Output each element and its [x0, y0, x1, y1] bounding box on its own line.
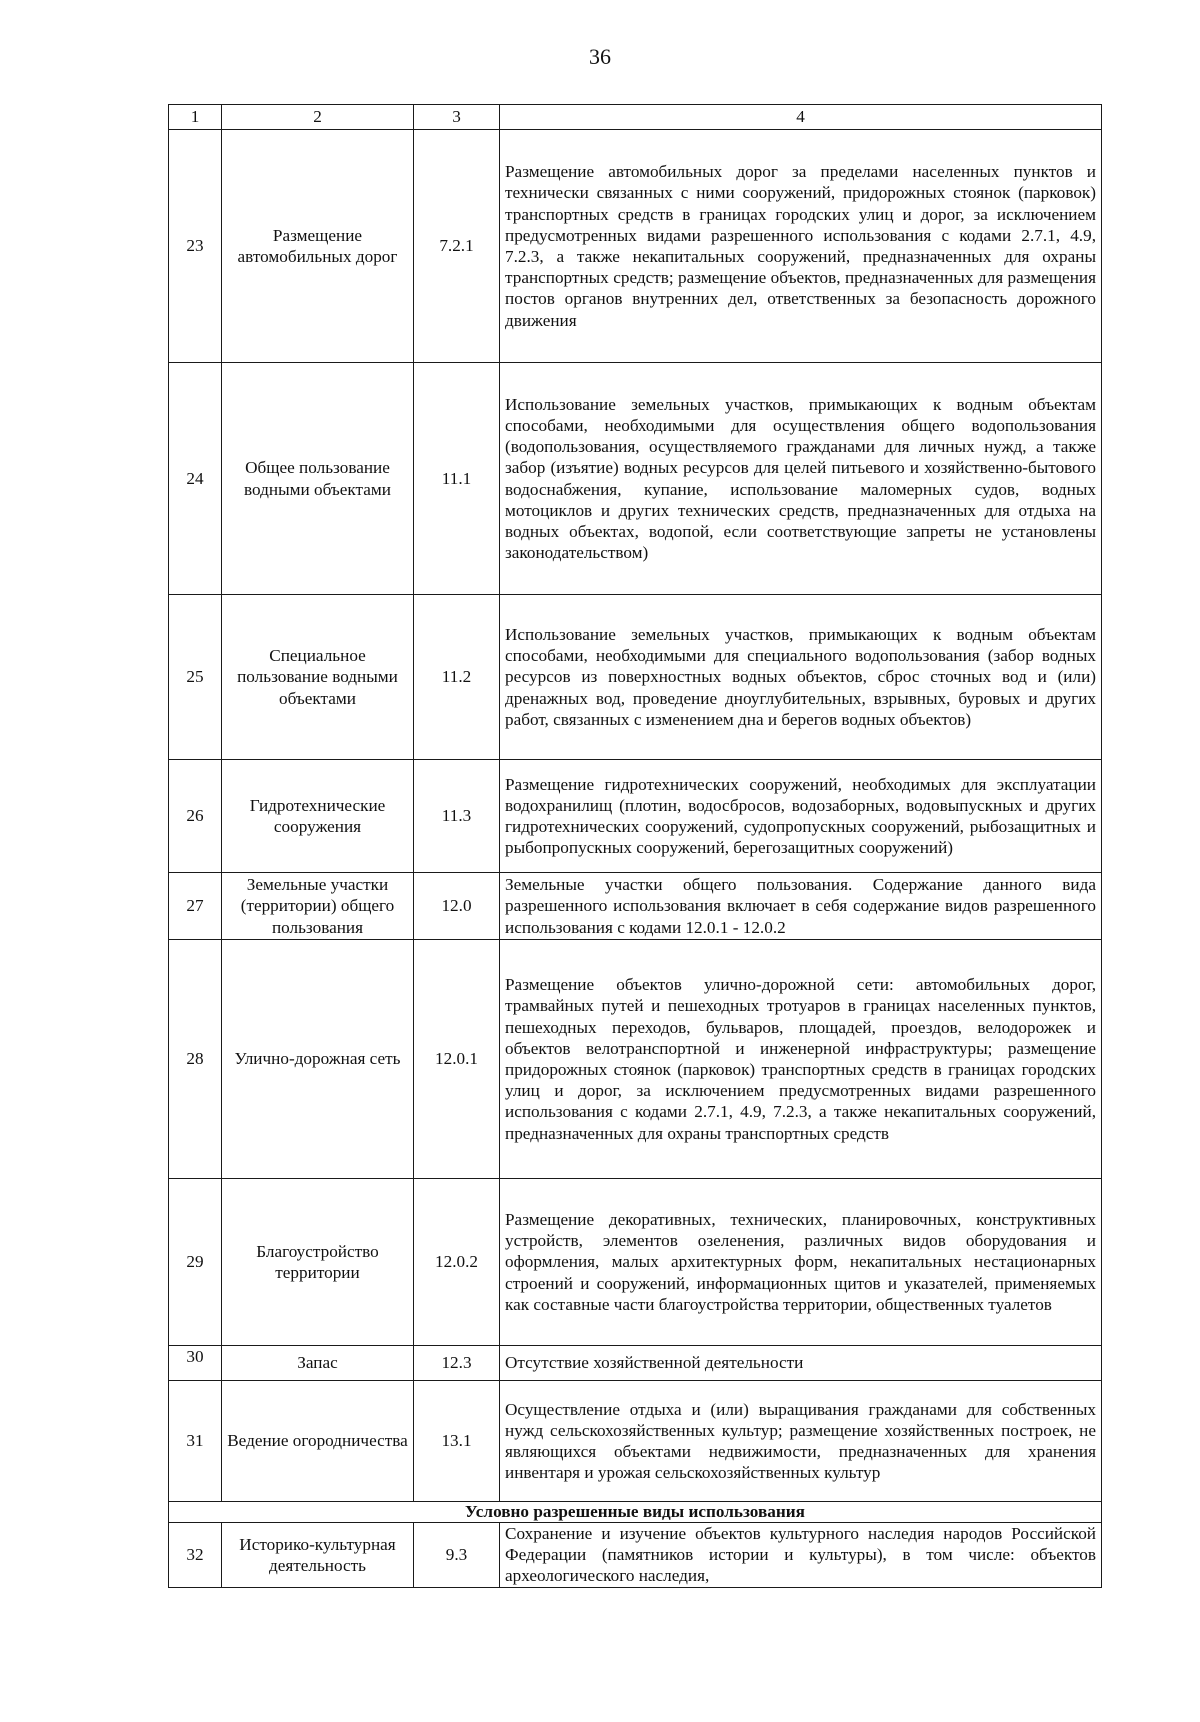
use-type-code: 12.0.1: [414, 940, 500, 1179]
use-type-name: Ведение огородничества: [222, 1381, 414, 1502]
land-use-table: [168, 104, 1102, 1588]
row-number: 31: [169, 1381, 222, 1502]
row-number: 30: [169, 1346, 222, 1381]
use-type-code: 12.0: [414, 873, 500, 940]
use-type-description: Земельные участки общего пользования. Содержание данного вида разрешенного использования включает в себя содержание видов разрешенного использования с кодами 12.0.1 - 12.0.2: [500, 873, 1102, 940]
use-type-description: Размещение автомобильных дорог за пределами населенных пунктов и технически связанных с ними сооружений, придорожных стоянок (парковок) транспортных средств в границах городских улиц и дорог, за исключением предусмотренных видами разрешенного использования с кодами 2.7.1, 4.9, 7.2.3, а также некапитальных сооружений, предназначенных для охраны транспортных средств; размещение объектов, предназначенных для размещения постов органов внутренних дел, ответственных за безопасность дорожного движения: [500, 130, 1102, 363]
use-type-description: Размещение декоративных, технических, планировочных, конструктивных устройств, элементов озеленения, различных видов оборудования и оформления, малых архитектурных форм, некапитальных нестационарных строений и сооружений, информационных щитов и указателей, применяемых как составные части благоустройства территории, общественных туалетов: [500, 1179, 1102, 1346]
table-row: [169, 760, 1102, 873]
use-type-description: Использование земельных участков, примыкающих к водным объектам способами, необходимыми для специального водопользования (забор водных ресурсов из поверхностных водных объектов, сброс сточных вод и (или) дренажных вод, проведение дноуглубительных, взрывных, буровых и других работ, связанных с изменением дна и берегов водных объектов): [500, 595, 1102, 760]
table-row: [169, 363, 1102, 595]
table-header-row: [169, 105, 1102, 130]
table-row: [169, 940, 1102, 1179]
section-title: Условно разрешенные виды использования: [169, 1502, 1102, 1523]
use-type-name: Улично-дорожная сеть: [222, 940, 414, 1179]
row-number: 23: [169, 130, 222, 363]
use-type-name: Размещение автомобильных дорог: [222, 130, 414, 363]
use-type-code: 11.1: [414, 363, 500, 595]
use-type-description: Осуществление отдыха и (или) выращивания гражданами для собственных нужд сельскохозяйственных культур; размещение хозяйственных построек, не являющихся объектами недвижимости, предназначенных для хранения инвентаря и урожая сельскохозяйственных культур: [500, 1381, 1102, 1502]
table-row: [169, 130, 1102, 363]
use-type-code: 13.1: [414, 1381, 500, 1502]
use-type-name: Историко-культурная деятельность: [222, 1523, 414, 1588]
header-cell-2: 2: [222, 105, 414, 130]
use-type-code: 12.3: [414, 1346, 500, 1381]
header-cell-3: 3: [414, 105, 500, 130]
use-type-code: 9.3: [414, 1523, 500, 1588]
table-row: [169, 595, 1102, 760]
row-number: 25: [169, 595, 222, 760]
use-type-name: Земельные участки (территории) общего пользования: [222, 873, 414, 940]
use-type-code: 11.2: [414, 595, 500, 760]
use-type-description: Размещение гидротехнических сооружений, необходимых для эксплуатации водохранилищ (плотин, водосбросов, водозаборных, водовыпускных и других гидротехнических сооружений, судопропускных сооружений, рыбозащитных и рыбопропускных сооружений, берегозащитных сооружений): [500, 760, 1102, 873]
use-type-code: 11.3: [414, 760, 500, 873]
header-cell-4: 4: [500, 105, 1102, 130]
row-number: 28: [169, 940, 222, 1179]
table-row: [169, 1179, 1102, 1346]
use-type-name: Специальное пользование водными объектами: [222, 595, 414, 760]
use-type-name: Благоустройство территории: [222, 1179, 414, 1346]
table-row: [169, 1523, 1102, 1588]
row-number: 29: [169, 1179, 222, 1346]
table-row: [169, 1346, 1102, 1381]
header-cell-1: 1: [169, 105, 222, 130]
row-number: 26: [169, 760, 222, 873]
use-type-name: Запас: [222, 1346, 414, 1381]
use-type-description: Отсутствие хозяйственной деятельности: [500, 1346, 1102, 1381]
use-type-code: 7.2.1: [414, 130, 500, 363]
use-type-name: Гидротехнические сооружения: [222, 760, 414, 873]
table-row: [169, 1381, 1102, 1502]
page-number: 36: [589, 44, 611, 69]
use-type-name: Общее пользование водными объектами: [222, 363, 414, 595]
table-row: [169, 873, 1102, 940]
row-number: 32: [169, 1523, 222, 1588]
use-type-description: Использование земельных участков, примыкающих к водным объектам способами, необходимыми для осуществления общего водопользования (водопользования, осуществляемого гражданами для личных нужд, а также забор (изъятие) водных ресурсов для целей питьевого и хозяйственно-бытового водоснабжения, купание, использование маломерных судов, водных мотоциклов и других технических средств, предназначенных для отдыха на водных объектах, водопой, если соответствующие запреты не установлены законодательством): [500, 363, 1102, 595]
row-number: 27: [169, 873, 222, 940]
section-header-row: [169, 1502, 1102, 1523]
use-type-code: 12.0.2: [414, 1179, 500, 1346]
row-number: 24: [169, 363, 222, 595]
use-type-description: Размещение объектов улично-дорожной сети: автомобильных дорог, трамвайных путей и пешеходных тротуаров в границах населенных пунктов, пешеходных переходов, бульваров, площадей, проездов, велодорожек и объектов велотранспортной и инженерной инфраструктуры; размещение придорожных стоянок (парковок) транспортных средств в границах городских улиц и дорог, за исключением предусмотренных видами разрешенного использования с кодами 2.7.1, 4.9, 7.2.3, а также некапитальных сооружений, предназначенных для охраны транспортных средств: [500, 940, 1102, 1179]
use-type-description: Сохранение и изучение объектов культурного наследия народов Российской Федерации (памятников истории и культуры), в том числе: объектов археологического наследия,: [500, 1523, 1102, 1588]
